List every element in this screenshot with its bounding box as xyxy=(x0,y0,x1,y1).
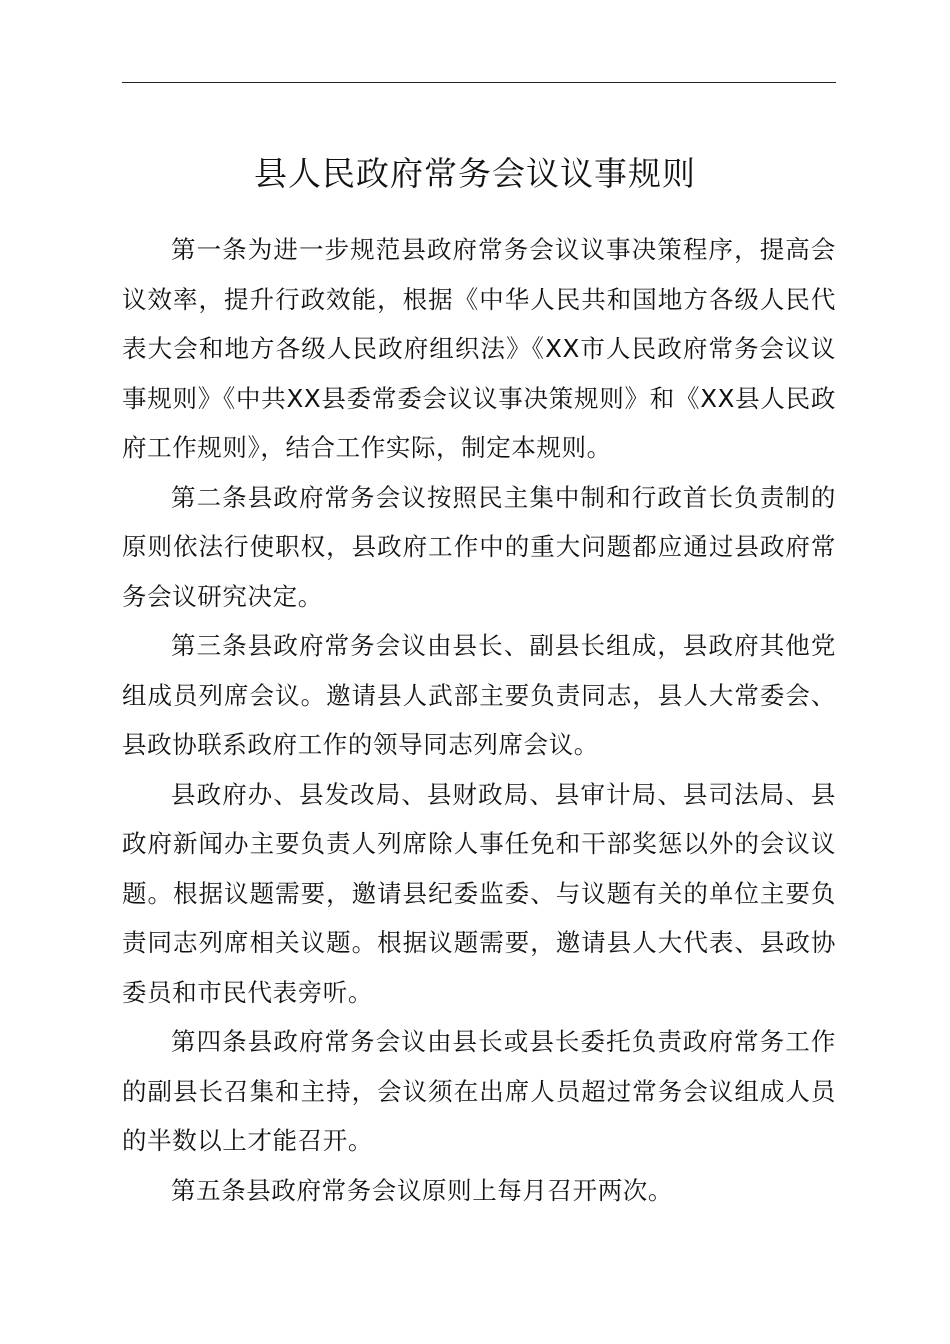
document-body xyxy=(122,225,836,1215)
article-4-paragraph: 第四条县政府常务会议由县长或县长委托负责政府常务工作的副县长召集和主持，会议须在出席人员超过常务会议组成人员的半数以上才能召开。 xyxy=(122,1027,836,1155)
header-rule xyxy=(122,82,836,83)
article-5-paragraph: 第五条县政府常务会议原则上每月召开两次。 xyxy=(171,1175,673,1205)
attendees-paragraph: 县政府办、县发改局、县财政局、县审计局、县司法局、县政府新闻办主要负责人列席除人事任免和干部奖惩以外的会议议题。根据议题需要，邀请县纪委监委、与议题有关的单位主要负责同志列席相关议题。根据议题需要，邀请县人大代表、县政协委员和市民代表旁听。 xyxy=(122,779,836,1007)
article-1-paragraph: 第一条为进一步规范县政府常务会议议事决策程序，提高会议效率，提升行政效能，根据《中华人民共和国地方各级人民代表大会和地方各级人民政府组织法》《XX市人民政府常务会议议事规则》《中共XX县委常委会议议事决策规则》和《XX县人民政府工作规则》，结合工作实际，制定本规则。 xyxy=(122,235,836,462)
article-3-paragraph: 第三条县政府常务会议由县长、副县长组成，县政府其他党组成员列席会议。邀请县人武部主要负责同志，县人大常委会、县政协联系政府工作的领导同志列席会议。 xyxy=(122,631,836,759)
article-2-paragraph: 第二条县政府常务会议按照民主集中制和行政首长负责制的原则依法行使职权，县政府工作中的重大问题都应通过县政府常务会议研究决定。 xyxy=(122,482,836,611)
document-title: 县人民政府常务会议议事规则 xyxy=(254,154,696,193)
